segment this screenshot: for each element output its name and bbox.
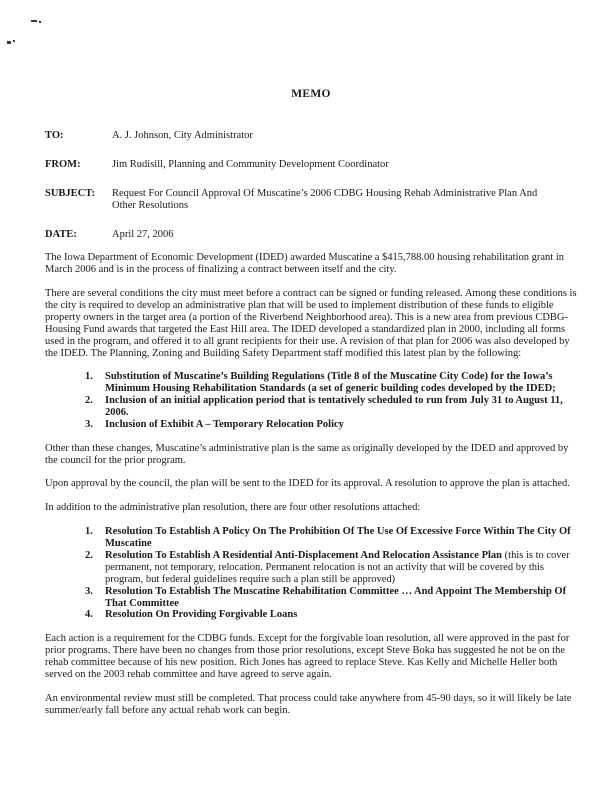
header-row-from bbox=[45, 159, 577, 171]
list-item bbox=[45, 609, 577, 621]
list-item-text bbox=[105, 550, 577, 586]
list-item-number: 1. bbox=[85, 371, 93, 383]
list-item-bold-text: Resolution To Establish The Muscatine Rehabilitation Committee … And Appoint The Membership Of That Committee bbox=[105, 585, 567, 609]
scan-artifact-mark bbox=[39, 21, 41, 23]
scan-artifact-mark bbox=[13, 40, 15, 42]
memo-title: MEMO bbox=[291, 88, 331, 100]
list-item-text bbox=[105, 419, 577, 431]
list-item-bold-text: Inclusion of an initial application period that is tentatively scheduled to run from July 31 to August 11, 2006. bbox=[105, 395, 563, 419]
plan-changes-list bbox=[45, 371, 577, 431]
list-item-number: 2. bbox=[85, 395, 93, 407]
list-item-text bbox=[105, 395, 577, 419]
memo-header bbox=[45, 130, 577, 241]
list-item-number: 3. bbox=[85, 585, 93, 597]
header-row-date bbox=[45, 229, 577, 241]
paragraph-each-action: Each action is a requirement for the CDBG funds. Except for the forgivable loan resolution, all were approved in the past for prior programs. There have been no changes from those prior resolutions, except Steve Boka has suggested he not be on the rehab committee because of his new position. Rich Jones has agreed to replace Steve. Kas Kelly and Michelle Heller both served on the 2003 rehab committee and have agreed to serve again. bbox=[45, 633, 570, 680]
resolutions-list bbox=[45, 526, 577, 621]
list-item-bold-text: Substitution of Muscatine’s Building Regulations (Title 8 of the Muscatine City Code) for the Iowa’s Minimum Housing Rehabilitation Standards (a set of generic building codes developed by the IDED; bbox=[105, 371, 556, 395]
list-item bbox=[45, 395, 577, 419]
scan-artifact-mark bbox=[7, 41, 11, 44]
list-item-normal-text: (this is to cover permanent, not temporary, relocation. Permanent relocation is not an activity that will be covered by this program, but federal guidelines require such a plan still be approved) bbox=[105, 549, 570, 585]
date-value: April 27, 2006 bbox=[112, 228, 174, 240]
scan-artifact-mark bbox=[31, 20, 37, 22]
list-item-text bbox=[105, 526, 577, 550]
list-item bbox=[45, 371, 577, 395]
list-item-number: 1. bbox=[85, 526, 93, 538]
paragraph-grant-intro: The Iowa Department of Economic Development (IDED) awarded Muscatine a $415,788.00 housing rehabilitation grant in March 2006 and is in the process of finalizing a contract between itself and the city. bbox=[45, 252, 565, 276]
list-item-number: 3. bbox=[85, 418, 93, 430]
paragraph-other-changes: Other than these changes, Muscatine’s administrative plan is the same as originally developed by the IDED and approved by the council for the prior program. bbox=[45, 442, 569, 466]
paragraph-environmental-review: An environmental review must still be completed. That process could take anywhere from 45-90 days, so it will likely be late summer/early fall before any actual rehab work can begin. bbox=[45, 692, 572, 716]
list-item-bold-text: Resolution To Establish A Policy On The Prohibition Of The Use Of Excessive Force Within The City Of Muscatine bbox=[105, 526, 571, 549]
header-row-subject bbox=[45, 188, 577, 212]
list-item-number: 4. bbox=[85, 609, 93, 621]
header-row-to bbox=[45, 130, 577, 142]
list-item-text bbox=[105, 586, 577, 610]
from-label: FROM: bbox=[45, 158, 81, 170]
list-item bbox=[45, 526, 577, 550]
list-item-text bbox=[105, 371, 577, 395]
subject-label: SUBJECT: bbox=[45, 187, 95, 199]
list-item bbox=[45, 586, 577, 610]
paragraph-in-addition: In addition to the administrative plan resolution, there are four other resolutions attached: bbox=[45, 502, 421, 514]
list-item-bold-text: Resolution To Establish A Residential Anti-Displacement And Relocation Assistance Plan bbox=[105, 549, 505, 561]
list-item-number: 2. bbox=[85, 549, 93, 561]
list-item-bold-text: Inclusion of Exhibit A – Temporary Relocation Policy bbox=[105, 418, 344, 430]
subject-value: Request For Council Approval Of Muscatine’s 2006 CDBG Housing Rehab Administrative Plan And Other Resolutions bbox=[112, 187, 538, 211]
paragraph-upon-approval: Upon approval by the council, the plan will be sent to the IDED for its approval. A resolution to approve the plan is attached. bbox=[45, 478, 570, 490]
to-label: TO: bbox=[45, 129, 64, 141]
list-item bbox=[45, 419, 577, 431]
paragraph-conditions: There are several conditions the city must meet before a contract can be signed or funding released. Among these conditions is the city is required to develop an administrative plan that will be used to implement distribution of these funds to eligible property owners in the target area (a portion of the Riverbend Neighborhood area). This is a new area from previous CDBG-Housing Fund awards that targeted the East Hill area. The IDED developed a standardized plan in 2000, including all forms used in the program, and offered it to all grant recipients for their use. A revision of that plan for 2006 was also developed by the IDED. The Planning, Zoning and Building Safety Department staff modified this latest plan by the following: bbox=[45, 288, 577, 359]
to-value: A. J. Johnson, City Administrator bbox=[112, 129, 253, 141]
date-label: DATE: bbox=[45, 228, 77, 240]
list-item bbox=[45, 550, 577, 586]
from-value: Jim Rudisill, Planning and Community Development Coordinator bbox=[112, 158, 389, 170]
list-item-bold-text: Resolution On Providing Forgivable Loans bbox=[105, 609, 298, 621]
list-item-text bbox=[105, 609, 577, 621]
